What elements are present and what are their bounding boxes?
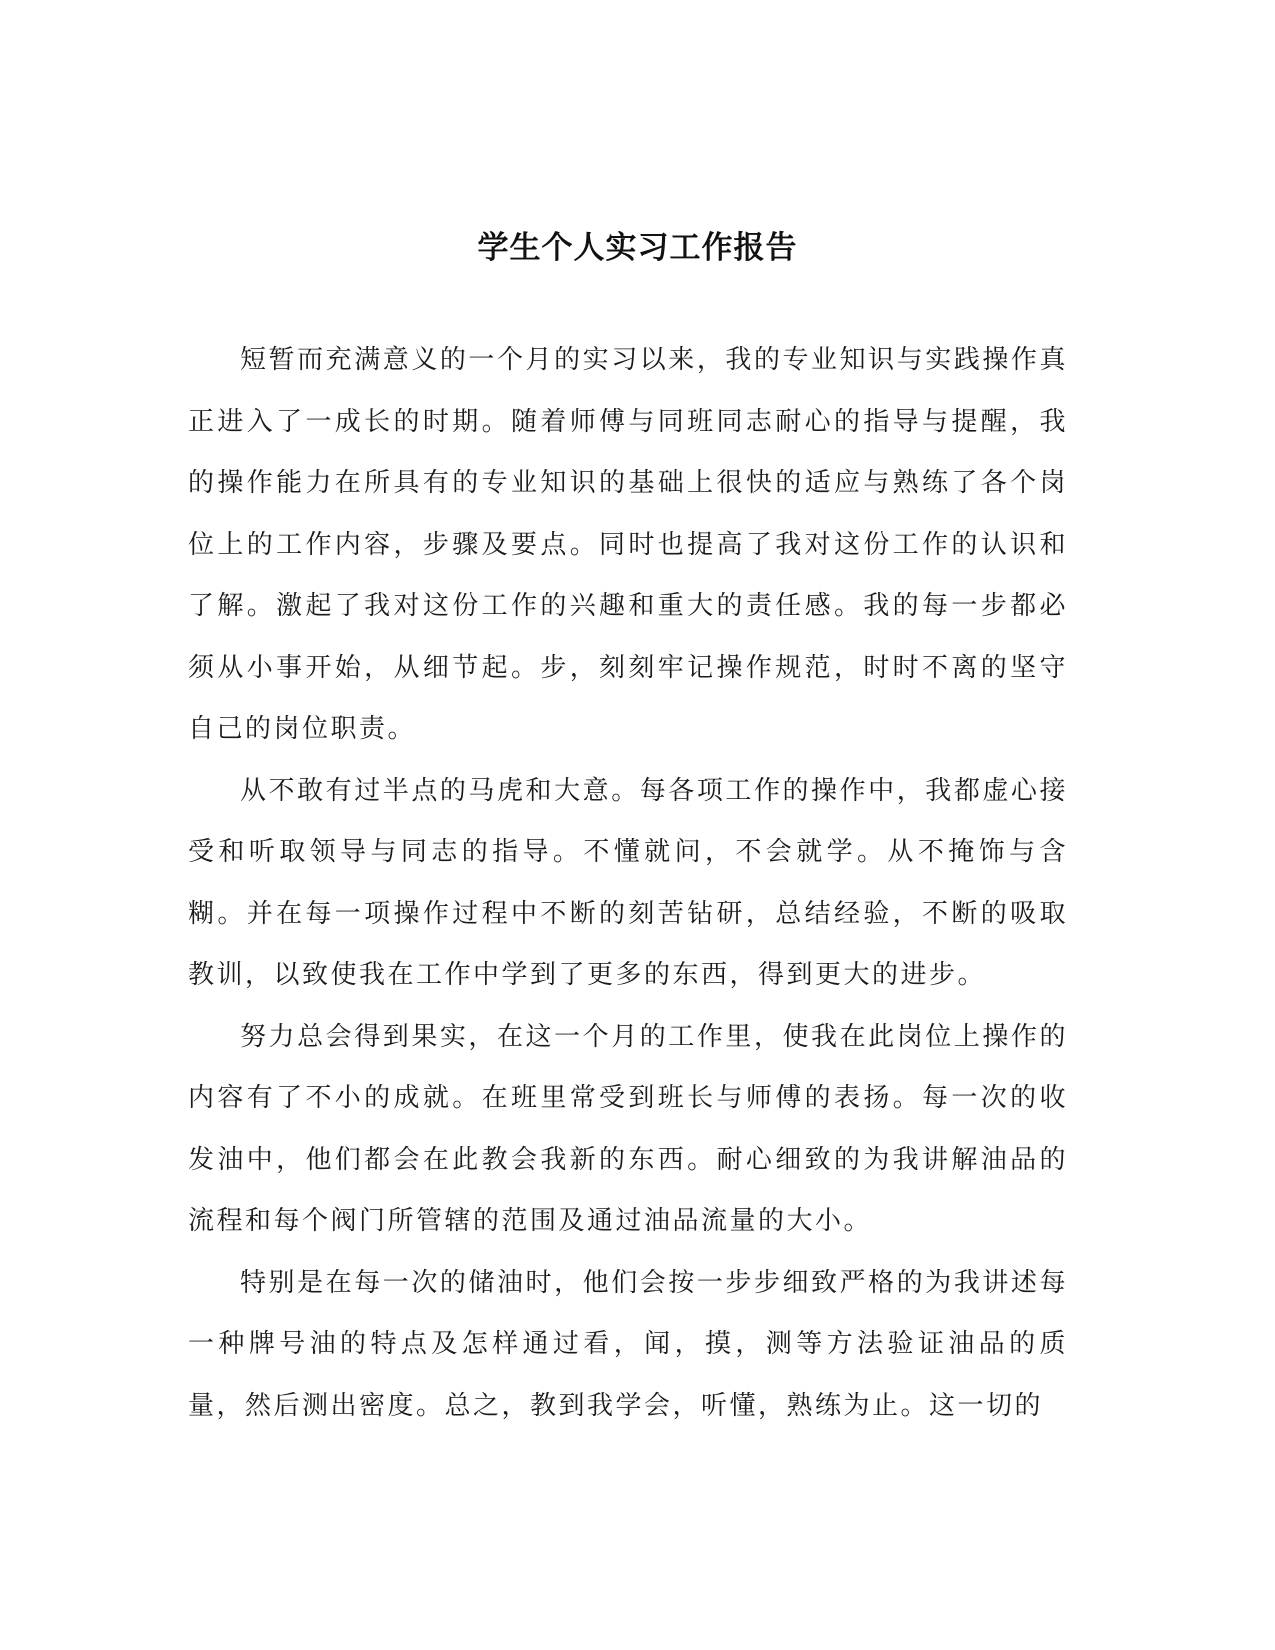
document-title: 学生个人实习工作报告 xyxy=(477,229,798,266)
paragraph-1: 短暂而充满意义的一个月的实习以来，我的专业知识与实践操作真正进入了一成长的时期。随着师傅与同班同志耐心的指导与提醒，我的操作能力在所具有的专业知识的基础上很快的适应与熟练了各个岗位上的工作内容，步骤及要点。同时也提高了我对这份工作的认识和了解。激起了我对这份工作的兴趣和重大的责任感。我的每一步都必须从小事开始，从细节起。步，刻刻牢记操作规范，时时不离的坚守自己的岗位职责。 xyxy=(188,345,1068,744)
paragraph-2: 从不敢有过半点的马虎和大意。每各项工作的操作中，我都虚心接受和听取领导与同志的指导。不懂就问，不会就学。从不掩饰与含糊。并在每一项操作过程中不断的刻苦钻研，总结经验，不断的吸取教训，以致使我在工作中学到了更多的东西，得到更大的进步。 xyxy=(188,775,1068,990)
paragraph-3: 努力总会得到果实，在这一个月的工作里，使我在此岗位上操作的内容有了不小的成就。在班里常受到班长与师傅的表扬。每一次的收发油中，他们都会在此教会我新的东西。耐心细致的为我讲解油品的流程和每个阀门所管辖的范围及通过油品流量的大小。 xyxy=(188,1021,1068,1236)
paragraph-4: 特别是在每一次的储油时，他们会按一步步细致严格的为我讲述每一种牌号油的特点及怎样通过看，闻，摸，测等方法验证油品的质量，然后测出密度。总之，教到我学会，听懂，熟练为止。这一切的 xyxy=(188,1267,1068,1421)
document-body xyxy=(188,330,1068,1437)
